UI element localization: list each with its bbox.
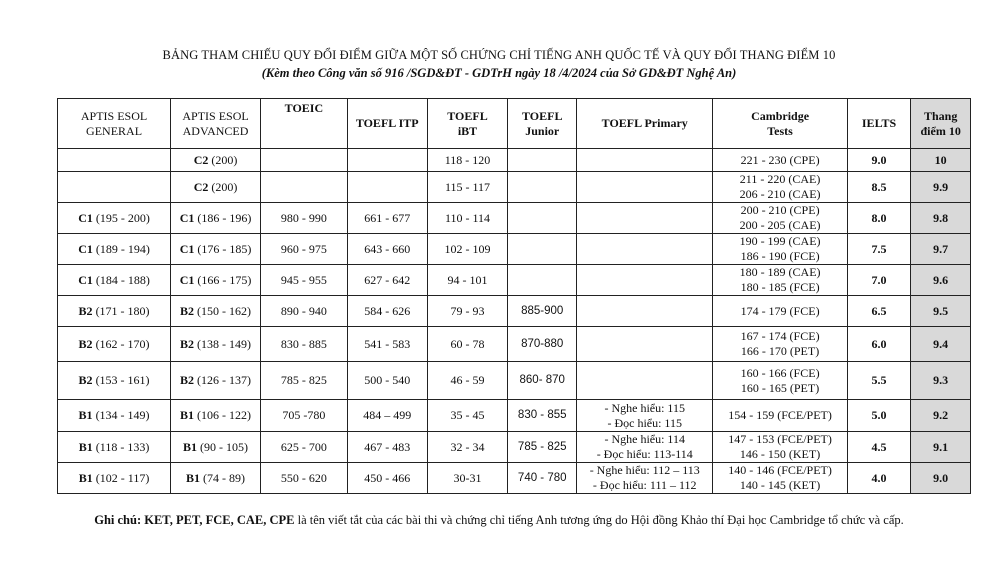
score-10-cell: 9.8 (911, 203, 971, 234)
cambridge-cell: 200 - 210 (CPE) 200 - 205 (CAE) (713, 203, 847, 234)
toefl-ibt-cell: 79 - 93 (427, 296, 508, 327)
cambridge-cell: 180 - 189 (CAE) 180 - 185 (FCE) (713, 265, 847, 296)
header-cambridge: Cambridge Tests (713, 99, 847, 149)
footnote-text: là tên viết tắt của các bài thi và chứng chỉ tiếng Anh tương ứng do Hội đồng Khảo thí Đại học Cambridge tổ chức và cấp. (294, 513, 904, 527)
score-10-cell: 10 (911, 149, 971, 172)
score-10-cell: 9.6 (911, 265, 971, 296)
toeic-cell: 890 - 940 (260, 296, 347, 327)
table-row (58, 463, 971, 494)
toefl-primary-cell (577, 296, 713, 327)
toeic-cell: 830 - 885 (260, 327, 347, 362)
toeic-cell: 945 - 955 (260, 265, 347, 296)
toefl-ibt-cell: 60 - 78 (427, 327, 508, 362)
aptis-general-cell: C1 (184 - 188) (58, 265, 171, 296)
toefl-itp-cell: 627 - 642 (347, 265, 427, 296)
header-toeic: TOEIC (260, 99, 347, 149)
aptis-advanced-cell: C2 (200) (171, 172, 261, 203)
table-row (58, 296, 971, 327)
table-row (58, 362, 971, 400)
ielts-cell: 8.5 (847, 172, 911, 203)
table-row (58, 234, 971, 265)
toefl-ibt-cell: 30-31 (427, 463, 508, 494)
ielts-cell: 6.0 (847, 327, 911, 362)
table-row (58, 203, 971, 234)
toefl-junior-cell: 870-880 (508, 327, 577, 362)
cambridge-cell: 154 - 159 (FCE/PET) (713, 400, 847, 432)
toefl-primary-cell (577, 327, 713, 362)
toefl-primary-cell: - Nghe hiểu: 115 - Đọc hiểu: 115 (577, 400, 713, 432)
footnote (0, 513, 998, 528)
score-10-cell: 9.5 (911, 296, 971, 327)
page-title: BẢNG THAM CHIẾU QUY ĐỔI ĐIỂM GIỮA MỘT SỐ CHỨNG CHỈ TIẾNG ANH QUỐC TẾ VÀ QUY ĐỔI THANG ĐIỂM 10 (162, 48, 836, 62)
ielts-cell: 7.0 (847, 265, 911, 296)
aptis-advanced-cell: C1 (166 - 175) (171, 265, 261, 296)
header-ielts: IELTS (847, 99, 911, 149)
ielts-cell: 8.0 (847, 203, 911, 234)
aptis-advanced-cell: C2 (200) (171, 149, 261, 172)
footnote-label: Ghi chú: (94, 513, 142, 527)
toefl-ibt-cell: 115 - 117 (427, 172, 508, 203)
toeic-cell: 625 - 700 (260, 432, 347, 463)
page-subtitle: (Kèm theo Công văn số 916 /SGD&ĐT - GDTrH ngày 18 /4/2024 của Sở GD&ĐT Nghệ An) (261, 66, 737, 80)
header-aptis-general: APTIS ESOL GENERAL (58, 99, 171, 149)
toefl-itp-cell: 450 - 466 (347, 463, 427, 494)
header-toefl-ibt: TOEFL iBT (427, 99, 508, 149)
cambridge-cell: 140 - 146 (FCE/PET) 140 - 145 (KET) (713, 463, 847, 494)
toefl-junior-cell (508, 172, 577, 203)
aptis-general-cell: B1 (118 - 133) (58, 432, 171, 463)
aptis-advanced-cell: B1 (106 - 122) (171, 400, 261, 432)
toefl-junior-cell (508, 149, 577, 172)
aptis-advanced-cell: B2 (126 - 137) (171, 362, 261, 400)
toefl-junior-cell: 885-900 (508, 296, 577, 327)
header-row (58, 99, 971, 149)
toefl-junior-cell: 860- 870 (508, 362, 577, 400)
toefl-ibt-cell: 118 - 120 (427, 149, 508, 172)
toefl-primary-cell: - Nghe hiểu: 112 – 113 - Đọc hiểu: 111 – 112 (577, 463, 713, 494)
aptis-advanced-cell: B2 (138 - 149) (171, 327, 261, 362)
toefl-primary-cell (577, 149, 713, 172)
toeic-cell: 980 - 990 (260, 203, 347, 234)
toefl-ibt-cell: 46 - 59 (427, 362, 508, 400)
ielts-cell: 6.5 (847, 296, 911, 327)
score-10-cell: 9.3 (911, 362, 971, 400)
table-row (58, 327, 971, 362)
toefl-ibt-cell: 35 - 45 (427, 400, 508, 432)
aptis-advanced-cell: B2 (150 - 162) (171, 296, 261, 327)
cambridge-cell: 221 - 230 (CPE) (713, 149, 847, 172)
toefl-itp-cell: 661 - 677 (347, 203, 427, 234)
footnote-abbreviations: KET, PET, FCE, CAE, CPE (141, 513, 295, 527)
toefl-junior-cell (508, 265, 577, 296)
toeic-cell: 550 - 620 (260, 463, 347, 494)
toefl-primary-cell (577, 172, 713, 203)
toefl-primary-cell (577, 234, 713, 265)
header-thang-diem: Thang điểm 10 (911, 99, 971, 149)
toefl-itp-cell: 541 - 583 (347, 327, 427, 362)
header-toefl-itp: TOEFL ITP (347, 99, 427, 149)
toefl-junior-cell (508, 203, 577, 234)
conversion-table (57, 98, 971, 494)
cambridge-cell: 211 - 220 (CAE) 206 - 210 (CAE) (713, 172, 847, 203)
cambridge-cell: 190 - 199 (CAE) 186 - 190 (FCE) (713, 234, 847, 265)
toefl-junior-cell: 830 - 855 (508, 400, 577, 432)
toefl-ibt-cell: 32 - 34 (427, 432, 508, 463)
toeic-cell: 785 - 825 (260, 362, 347, 400)
toefl-itp-cell: 467 - 483 (347, 432, 427, 463)
toeic-cell (260, 149, 347, 172)
ielts-cell: 9.0 (847, 149, 911, 172)
toefl-primary-cell: - Nghe hiểu: 114 - Đọc hiểu: 113-114 (577, 432, 713, 463)
toefl-junior-cell: 785 - 825 (508, 432, 577, 463)
aptis-general-cell: C1 (189 - 194) (58, 234, 171, 265)
score-10-cell: 9.9 (911, 172, 971, 203)
aptis-general-cell: B2 (171 - 180) (58, 296, 171, 327)
aptis-general-cell: B1 (134 - 149) (58, 400, 171, 432)
toeic-cell (260, 172, 347, 203)
toefl-junior-cell: 740 - 780 (508, 463, 577, 494)
header-aptis-advanced: APTIS ESOL ADVANCED (171, 99, 261, 149)
toefl-itp-cell: 643 - 660 (347, 234, 427, 265)
toefl-itp-cell (347, 149, 427, 172)
toefl-itp-cell: 484 – 499 (347, 400, 427, 432)
aptis-advanced-cell: B1 (90 - 105) (171, 432, 261, 463)
score-10-cell: 9.7 (911, 234, 971, 265)
toefl-itp-cell (347, 172, 427, 203)
aptis-advanced-cell: C1 (176 - 185) (171, 234, 261, 265)
toefl-primary-cell (577, 203, 713, 234)
toefl-ibt-cell: 94 - 101 (427, 265, 508, 296)
header-toefl-primary: TOEFL Primary (577, 99, 713, 149)
aptis-general-cell (58, 149, 171, 172)
toefl-ibt-cell: 102 - 109 (427, 234, 508, 265)
score-10-cell: 9.1 (911, 432, 971, 463)
score-10-cell: 9.0 (911, 463, 971, 494)
score-10-cell: 9.4 (911, 327, 971, 362)
aptis-advanced-cell: B1 (74 - 89) (171, 463, 261, 494)
toefl-primary-cell (577, 362, 713, 400)
toeic-cell: 705 -780 (260, 400, 347, 432)
table-row (58, 400, 971, 432)
score-10-cell: 9.2 (911, 400, 971, 432)
table-row (58, 149, 971, 172)
cambridge-cell: 147 - 153 (FCE/PET) 146 - 150 (KET) (713, 432, 847, 463)
toefl-itp-cell: 584 - 626 (347, 296, 427, 327)
cambridge-cell: 160 - 166 (FCE) 160 - 165 (PET) (713, 362, 847, 400)
table-row (58, 432, 971, 463)
aptis-general-cell: B1 (102 - 117) (58, 463, 171, 494)
aptis-general-cell: B2 (153 - 161) (58, 362, 171, 400)
ielts-cell: 5.5 (847, 362, 911, 400)
ielts-cell: 7.5 (847, 234, 911, 265)
aptis-general-cell: B2 (162 - 170) (58, 327, 171, 362)
aptis-general-cell: C1 (195 - 200) (58, 203, 171, 234)
ielts-cell: 4.0 (847, 463, 911, 494)
toefl-junior-cell (508, 234, 577, 265)
table-row (58, 172, 971, 203)
ielts-cell: 4.5 (847, 432, 911, 463)
aptis-general-cell (58, 172, 171, 203)
header-toefl-junior: TOEFL Junior (508, 99, 577, 149)
toefl-itp-cell: 500 - 540 (347, 362, 427, 400)
cambridge-cell: 174 - 179 (FCE) (713, 296, 847, 327)
cambridge-cell: 167 - 174 (FCE) 166 - 170 (PET) (713, 327, 847, 362)
toefl-ibt-cell: 110 - 114 (427, 203, 508, 234)
toefl-primary-cell (577, 265, 713, 296)
ielts-cell: 5.0 (847, 400, 911, 432)
table-row (58, 265, 971, 296)
toeic-cell: 960 - 975 (260, 234, 347, 265)
aptis-advanced-cell: C1 (186 - 196) (171, 203, 261, 234)
